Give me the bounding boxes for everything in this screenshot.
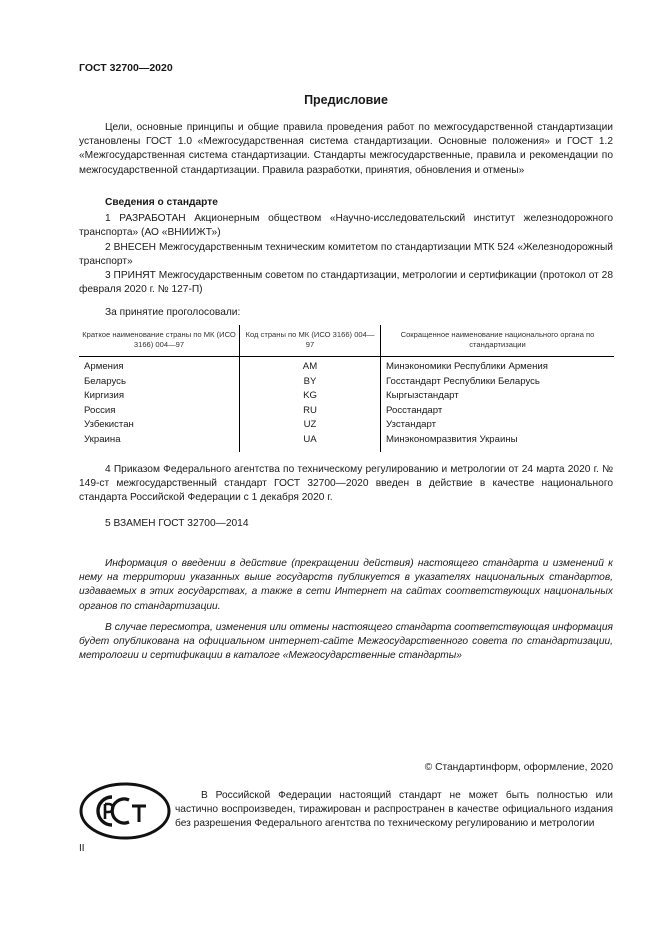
cell-country: Узбекистан xyxy=(79,418,240,433)
header-country: Краткое наименование страны по МК (ИСО 3166) 004—97 xyxy=(79,325,240,357)
document-id: ГОСТ 32700—2020 xyxy=(79,62,173,74)
cell-country: Беларусь xyxy=(79,375,240,390)
header-code: Код страны по МК (ИСО 3166) 004—97 xyxy=(240,325,381,357)
voting-states-table xyxy=(79,325,614,452)
cell-code: UZ xyxy=(240,418,381,433)
cell-country: Армения xyxy=(79,357,240,375)
reproduction-notice: В Российской Федерации настоящий стандарт не может быть полностью или частично воспроизведен, тиражирован и распространен в качестве официального издания без разрешения Федерального агентства по техническому регулированию и метрологии xyxy=(175,790,613,830)
cell-code: UA xyxy=(240,433,381,452)
rst-certification-mark-icon xyxy=(79,782,171,840)
cell-body: Госстандарт Республики Беларусь xyxy=(386,375,540,387)
item-replaces: 5 ВЗАМЕН ГОСТ 32700—2014 xyxy=(105,518,249,529)
cell-country: Киргизия xyxy=(79,389,240,404)
italic-note-publication: Информация о введении в действие (прекращении действия) настоящего стандарта и изменений к нему на территории указанных выше государств публикуется в указателях национальных стандартов, издаваемых в этих государствах, а также в сети Интернет на сайтах соответствующих национальных органов по стандартизации. xyxy=(79,558,613,612)
table-row xyxy=(79,418,614,433)
cell-body: Кыргызстандарт xyxy=(386,390,459,402)
cell-body: Росстандарт xyxy=(386,404,443,416)
table-row xyxy=(79,389,614,404)
table-row xyxy=(79,375,614,390)
table-row xyxy=(79,357,614,375)
cell-code: AM xyxy=(240,357,381,375)
table-row xyxy=(79,433,614,452)
table-header-row xyxy=(79,325,614,357)
page-title: Предисловие xyxy=(304,93,388,107)
page-number: II xyxy=(79,843,85,854)
item-developed: 1 РАЗРАБОТАН Акционерным обществом «Научно-исследовательский институт железнодорожного транспорта» (АО «ВНИИЖТ») xyxy=(79,213,613,239)
cell-country: Россия xyxy=(79,404,240,419)
cell-code: KG xyxy=(240,389,381,404)
item-order: 4 Приказом Федерального агентства по техническому регулированию и метрологии от 24 марта 2020 г. № 149-ст межгосударственный стандарт ГОСТ 32700—2020 введен в действие в качестве национального стандарта Российской Федерации с 1 декабря 2020 г. xyxy=(79,464,613,504)
header-body: Сокращенное наименование национального органа по стандартизации xyxy=(381,325,615,357)
cell-country: Украина xyxy=(79,433,240,452)
voted-label: За принятие проголосовали: xyxy=(105,307,241,318)
cell-body: Минэкономразвития Украины xyxy=(386,433,518,445)
info-heading: Сведения о стандарте xyxy=(105,197,218,208)
cell-body: Узстандарт xyxy=(386,419,437,431)
copyright-line: © Стандартинформ, оформление, 2020 xyxy=(424,762,613,773)
cell-code: RU xyxy=(240,404,381,419)
item-introduced: 2 ВНЕСЕН Межгосударственным техническим комитетом по стандартизации МТК 524 «Железнодорожный транспорт» xyxy=(79,242,613,268)
intro-paragraph: Цели, основные принципы и общие правила проведения работ по межгосударственной стандартизации установлены ГОСТ 1.0 «Межгосударственная система стандартизации. Основные положения» и ГОСТ 1.2 «Межгосударственная система стандартизации. Стандарты межгосударственные, правила и рекомендации по межгосударственной стандартизации. Правила разработки, принятия, обновления и отмены» xyxy=(79,122,613,176)
table-row xyxy=(79,404,614,419)
item-adopted: 3 ПРИНЯТ Межгосударственным советом по стандартизации, метрологии и сертификации (протокол от 28 февраля 2020 г. № 127-П) xyxy=(79,270,613,296)
italic-note-revision: В случае пересмотра, изменения или отмены настоящего стандарта соответствующая информация будет опубликована на официальном интернет-сайте Межгосударственного совета по стандартизации, метрологии и сертификации в каталоге «Межгосударственные стандарты» xyxy=(79,622,613,662)
cell-body: Минэкономики Республики Армения xyxy=(386,361,548,372)
cell-code: BY xyxy=(240,375,381,390)
